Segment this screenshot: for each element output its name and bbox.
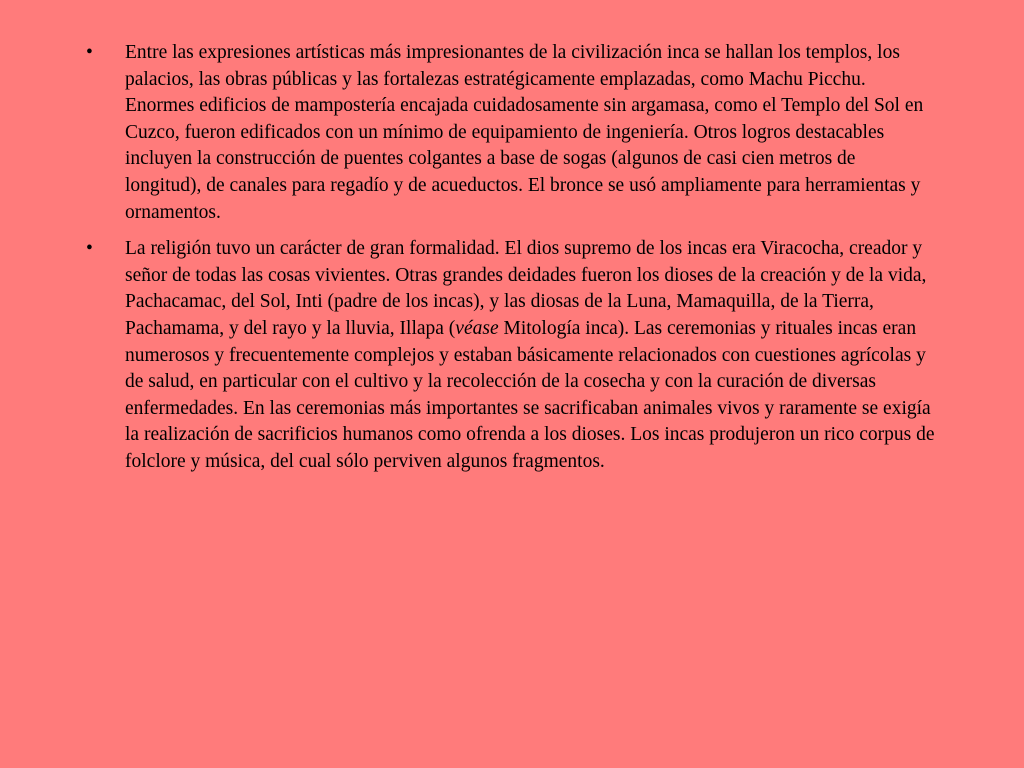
religion-text-italic: véase — [455, 317, 499, 339]
bullet-text-religion — [125, 238, 935, 472]
bullet-marker: • — [86, 42, 93, 63]
religion-text-part-2: Mitología inca). Las ceremonias y rituales incas eran numerosos y frecuentemente complejos y estaban básicamente relacionados con cuestiones agrícolas y de salud, en particular con el cultivo y la recolección de la cosecha y con la curación de diversas enfermedades. En las ceremonias más importantes se sacrificaban animales vivos y raramente se exigía la realización de sacrificios humanos como ofrenda a los dioses. Los incas produjeron un rico corpus de folclore y música, del cual sólo perviven algunos fragmentos. — [125, 317, 935, 472]
bullet-marker: • — [86, 238, 93, 260]
bullet-item-art — [86, 40, 936, 226]
bullet-list — [86, 40, 936, 486]
religion-text-part-1: La religión tuvo un carácter de gran formalidad. El dios supremo de los incas era Viracocha, creador y señor de todas las cosas vivientes. Otras grandes deidades fueron los dioses de la creación y de la vida, Pachacamac, del Sol, Inti (padre de los incas), y las diosas de la Luna, Mamaquilla, de la Tierra, Pachamama, y del rayo y la lluvia, Illapa ( — [125, 238, 927, 339]
bullet-item-religion — [86, 236, 936, 475]
bullet-text-art: Entre las expresiones artísticas más impresionantes de la civilización inca se hallan los templos, los palacios, las obras públicas y las fortalezas estratégicamente emplazadas, como Machu Picchu. Enormes edificios de mampostería encajada cuidadosamente sin argamasa, como el Templo del Sol en Cuzco, fueron edificados con un mínimo de equipamiento de ingeniería. Otros logros destacables incluyen la construcción de puentes colgantes a base de sogas (algunos de casi cien metros de longitud), de canales para regadío y de acueductos. El bronce se usó ampliamente para herramientas y ornamentos. — [125, 42, 924, 223]
